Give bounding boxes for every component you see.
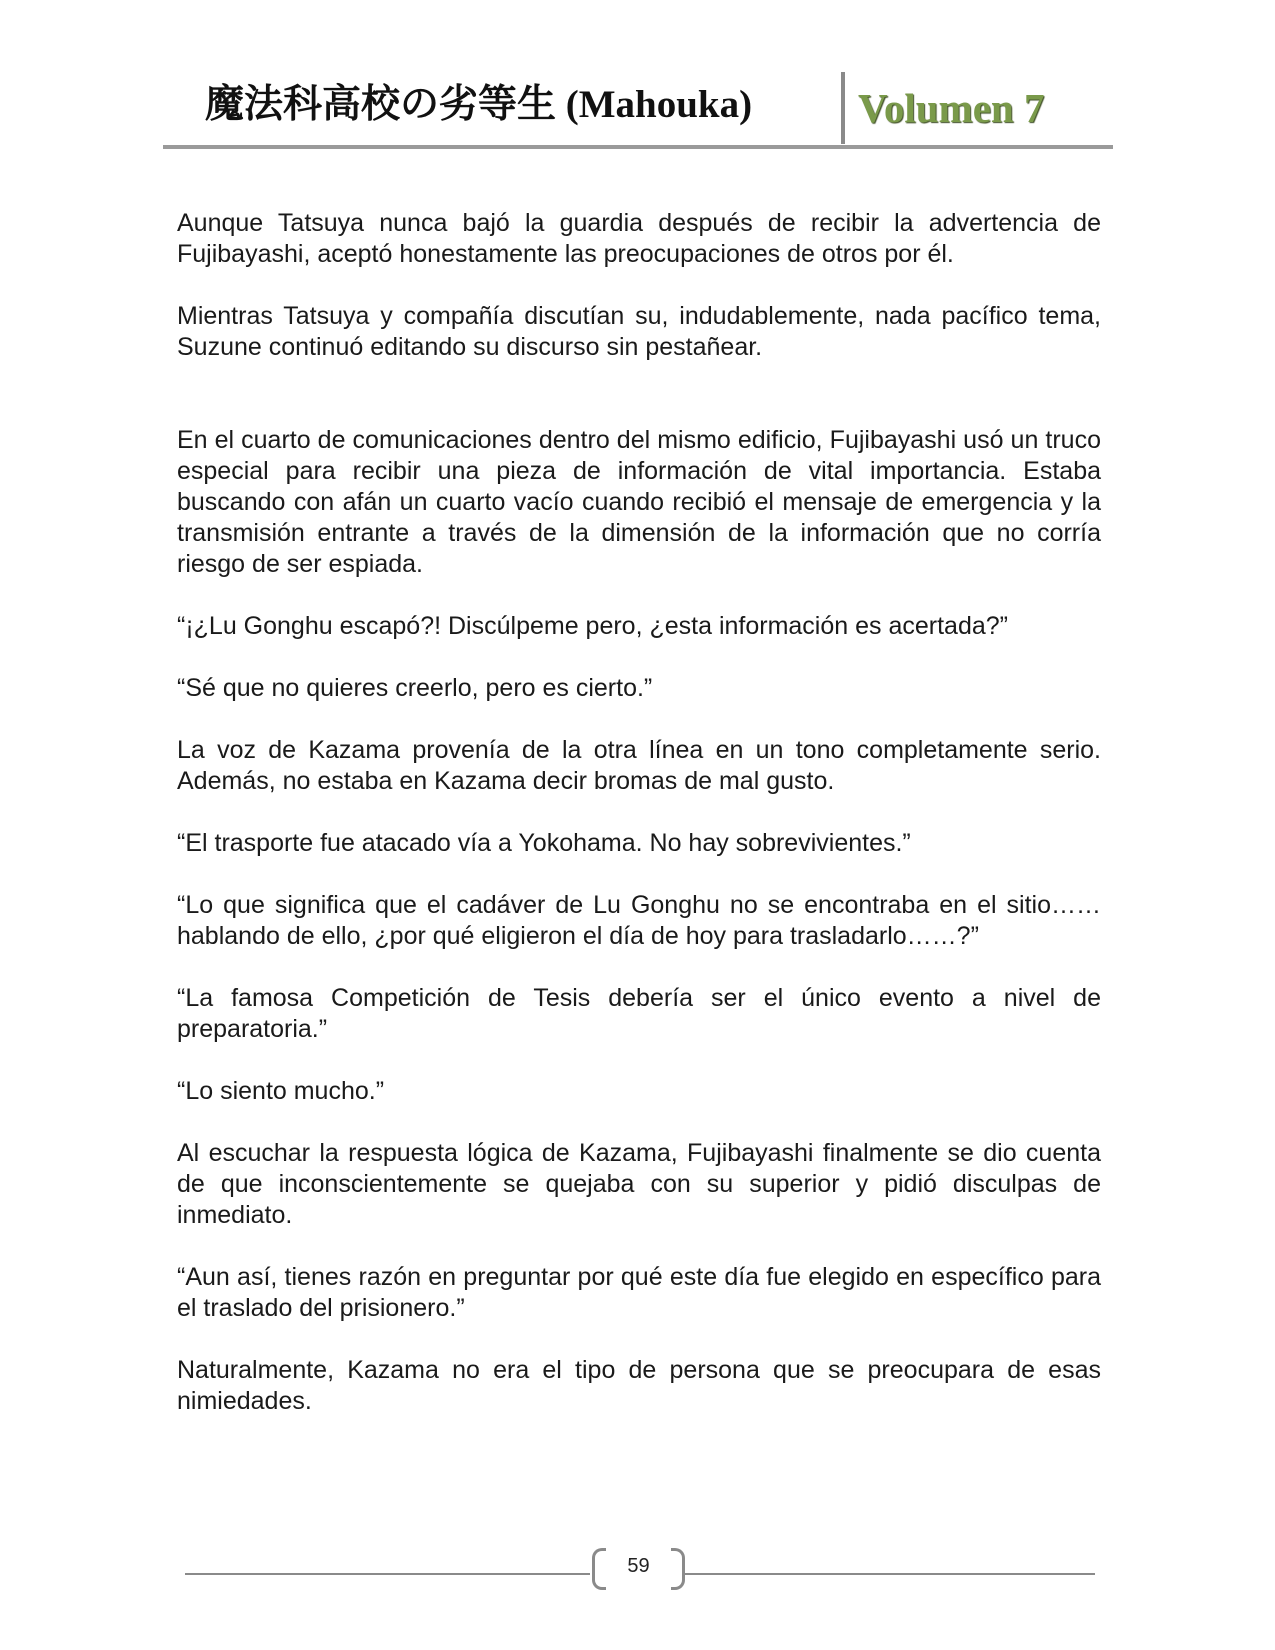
paragraph: “¡¿Lu Gonghu escapó?! Discúlpeme pero, ¿esta información es acertada?” [177, 612, 1008, 640]
paragraph: “Lo siento mucho.” [177, 1077, 385, 1105]
paragraph: “La famosa Competición de Tesis debería ser el único evento a nivel de preparatoria.” [177, 984, 1101, 1043]
paragraph: “Aun así, tienes razón en preguntar por qué este día fue elegido en específico para el traslado del prisionero.” [177, 1263, 1101, 1322]
paragraph: Naturalmente, Kazama no era el tipo de persona que se preocupara de esas nimiedades. [177, 1356, 1101, 1415]
book-title: 魔法科高校の劣等生 (Mahouka) [205, 83, 753, 126]
paragraph: Al escuchar la respuesta lógica de Kazama, Fujibayashi finalmente se dio cuenta de que inconscientemente se quejaba con su superior y pidió disculpas de inmediato. [177, 1139, 1101, 1229]
paragraph: La voz de Kazama provenía de la otra línea en un tono completamente serio. Además, no estaba en Kazama decir bromas de mal gusto. [177, 736, 1101, 795]
paragraph: Aunque Tatsuya nunca bajó la guardia después de recibir la advertencia de Fujibayashi, aceptó honestamente las preocupaciones de otros por él. [177, 209, 1101, 268]
paragraph: “El trasporte fue atacado vía a Yokohama. No hay sobrevivientes.” [177, 829, 911, 857]
chapter-text [177, 208, 1101, 1448]
header-rule [163, 145, 1113, 149]
header-divider [841, 72, 845, 144]
left-brace-icon [592, 1548, 606, 1590]
paragraph: En el cuarto de comunicaciones dentro del mismo edificio, Fujibayashi usó un truco especial para recibir una pieza de información de vital importancia. Estaba buscando con afán un cuarto vacío cuando recibió el mensaje de emergencia y la transmisión entrante a través de la dimensión de la información que no corría riesgo de ser espiada. [177, 426, 1101, 578]
page-header [163, 70, 1113, 148]
page-footer [185, 1548, 1095, 1598]
page-number: 59 [627, 1555, 650, 1577]
right-brace-icon [671, 1548, 685, 1590]
volume-label: Volumen 7 [858, 85, 1045, 131]
footer-rule-right [685, 1573, 1095, 1575]
paragraph: Mientras Tatsuya y compañía discutían su, indudablemente, nada pacífico tema, Suzune continuó editando su discurso sin pestañear. [177, 302, 1101, 361]
paragraph: “Lo que significa que el cadáver de Lu Gonghu no se encontraba en el sitio…… hablando de ello, ¿por qué eligieron el día de hoy para trasladarlo……?” [177, 891, 1101, 950]
footer-rule-left [185, 1573, 590, 1575]
paragraph: “Sé que no quieres creerlo, pero es cierto.” [177, 674, 653, 702]
